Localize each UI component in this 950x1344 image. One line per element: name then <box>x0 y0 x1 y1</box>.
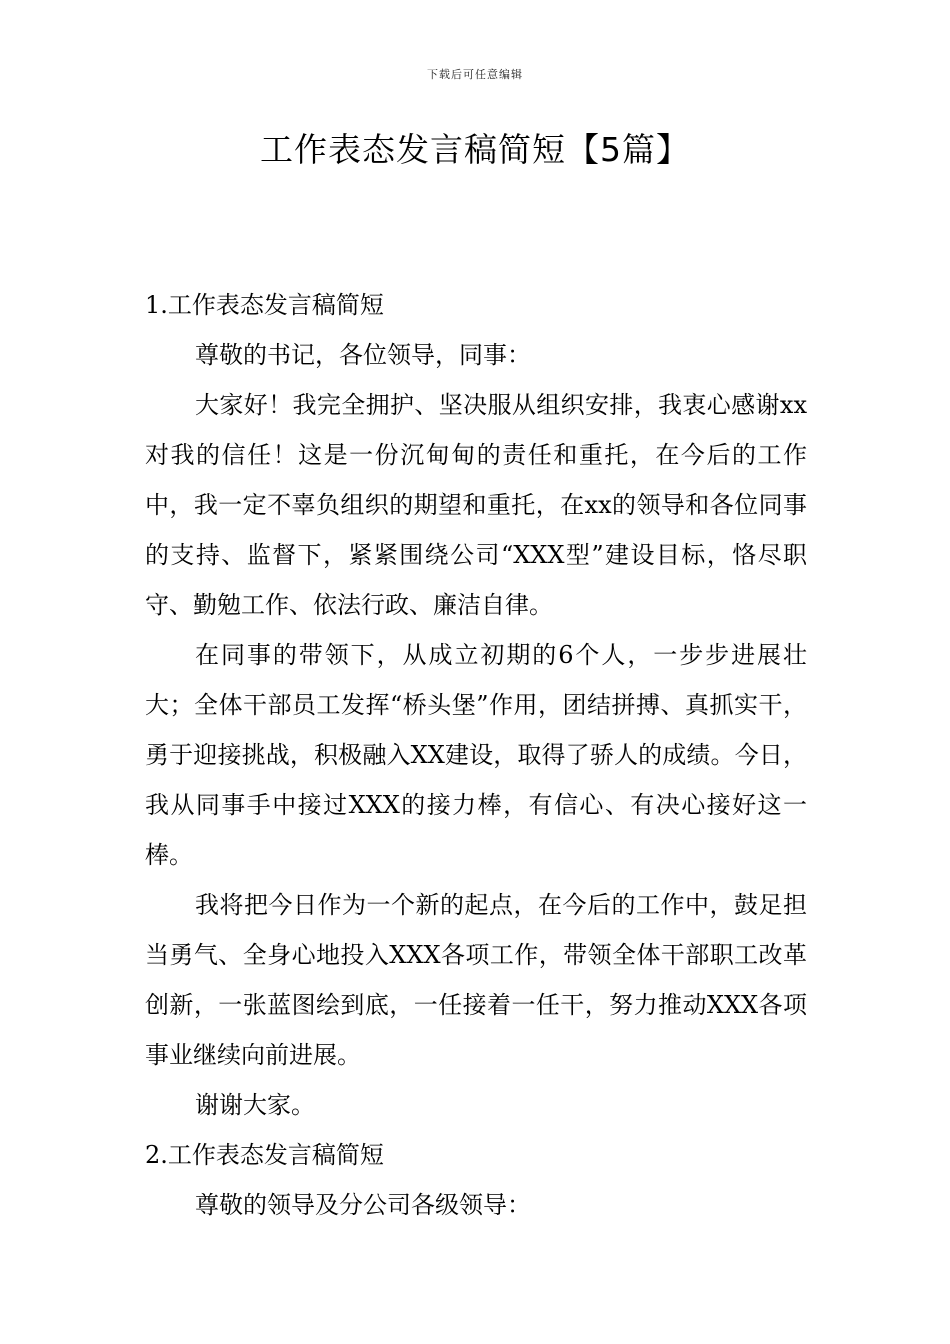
section-heading-2: 2.工作表态发言稿简短 <box>145 1141 384 1169</box>
salutation-2: 尊敬的领导及分公司各级领导： <box>195 1191 531 1219</box>
closing-line: 谢谢大家。 <box>195 1091 315 1119</box>
body-paragraph: 大家好！我完全拥护、坚决服从组织安排，我衷心感谢xx对我的信任！这是一份沉甸甸的责任和重托，在今后的工作中，我一定不辜负组织的期望和重托，在xx的领导和各位同事的支持、监督下，紧紧围绕公司“XXX型”建设目标，恪尽职守、勤勉工作、依法行政、廉洁自律。 <box>145 391 807 619</box>
salutation-1: 尊敬的书记，各位领导，同事： <box>195 341 531 369</box>
document-title: 工作表态发言稿简短【5篇】 <box>260 130 690 169</box>
body-paragraph: 在同事的带领下，从成立初期的6个人，一步步进展壮大；全体干部员工发挥“桥头堡”作用，团结拼搏、真抓实干，勇于迎接挑战，积极融入XX建设，取得了骄人的成绩。今日，我从同事手中接过XXX的接力棒，有信心、有决心接好这一棒。 <box>145 641 807 869</box>
document-body <box>145 280 807 1230</box>
header-note: 下载后可任意编辑 <box>427 68 523 81</box>
section-heading-1: 1.工作表态发言稿简短 <box>145 291 384 319</box>
body-paragraph: 我将把今日作为一个新的起点，在今后的工作中，鼓足担当勇气、全身心地投入XXX各项工作，带领全体干部职工改革创新，一张蓝图绘到底，一任接着一任干，努力推动XXX各项事业继续向前进展。 <box>145 891 807 1069</box>
